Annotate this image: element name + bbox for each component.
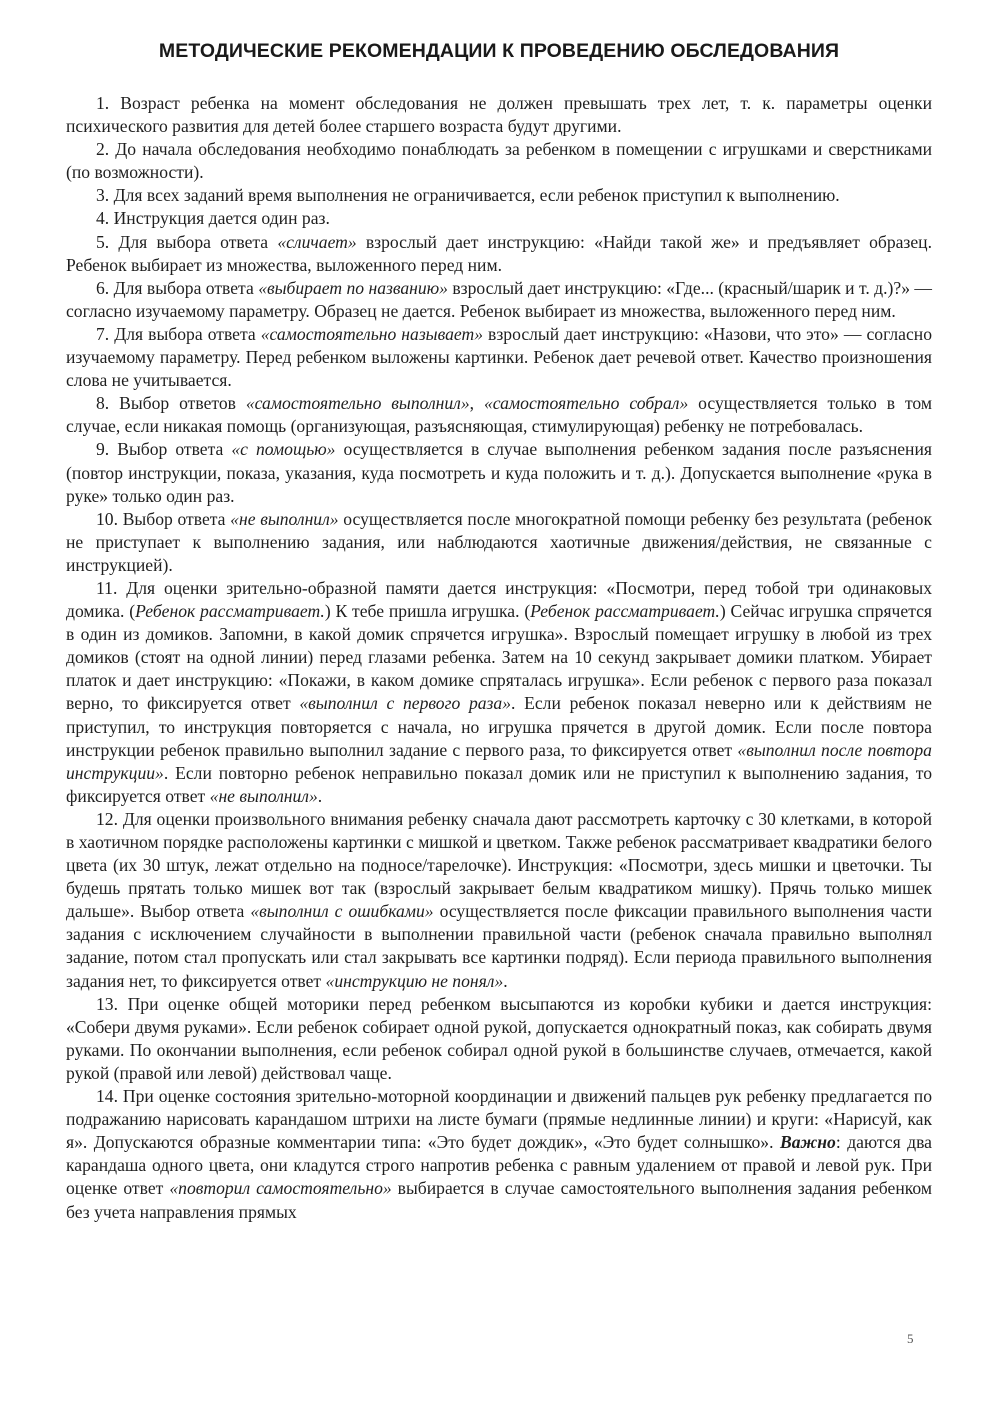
text-run: : даются два карандаша одного цвета, они кладутся строго напротив ребенка с равным удалением от правой и левой рук. При оценке ответ — [66, 1132, 932, 1199]
italic-term: Ребенок рассматривает. — [530, 601, 720, 622]
italic-term: «инструкцию не понял» — [325, 970, 504, 991]
paragraph — [66, 138, 932, 184]
italic-term: «выполнил с ошибками» — [250, 901, 434, 922]
text-run: выбирается в случае самостоятельного выполнения задания ребенком без учета направления прямых — [66, 1178, 932, 1222]
text-run: осуществляется после фиксации правильного выполнения части задания с исключением случайности в выполнении правильной части (ребенок сначала правильно выполнял задание, потом стал пропускать или стал закрывать все картинки подряд). Если периода правильного выполнения задания нет, то фиксируется ответ — [66, 901, 932, 991]
text-run: взрослый дает инструкцию: «Где... (красный/шарик и т. д.)?» — согласно изучаемому параметру. Образец не дается. Ребенок выбирает из множества, выложенного перед ним. — [66, 277, 932, 321]
paragraph — [66, 207, 932, 230]
italic-term: «не выполнил» — [230, 508, 339, 529]
text-run: 14. При оценке состояния зрительно-моторной координации и движений пальцев рук ребенку предлагается по подражанию нарисовать карандашом штрихи на листе бумаги (прямые недлинные линии) и круги: «Нарисуй, как я». Допускаются образные комментарии типа: «Это будет дождик», «Это будет солнышко». — [66, 1086, 932, 1153]
paragraph — [66, 993, 932, 1085]
text-run: 1. Возраст ребенка на момент обследования не должен превышать трех лет, т. к. параметры оценки психического развития для детей более старшего возраста будут другими. — [66, 93, 932, 137]
italic-term: «с помощью» — [231, 439, 336, 460]
paragraph-list — [66, 92, 932, 1224]
italic-term: «повторил самостоятельно» — [169, 1178, 392, 1199]
paragraph — [66, 184, 932, 207]
paragraph — [66, 1085, 932, 1224]
text-run: 11. Для оценки зрительно-образной памяти дается инструкция: «Посмотри, перед тобой три одинаковых домика. ( — [66, 577, 932, 622]
italic-term: «выполнил с первого раза» — [299, 693, 512, 714]
bold-italic-term: Важно — [779, 1132, 836, 1153]
text-run: 9. Выбор ответа — [96, 439, 232, 460]
text-run: взрослый дает инструкцию: «Назови, что это» — согласно изучаемому параметру. Перед ребенком выложены картинки. Ребенок дает речевой ответ. Качество произношения слова не учитывается. — [66, 323, 932, 391]
text-run: 8. Выбор ответов — [96, 393, 246, 414]
text-run: , — [469, 393, 484, 414]
paragraph — [66, 392, 932, 438]
text-run: взрослый дает инструкцию: «Найди такой же» и предъявляет образец. Ребенок выбирает из множества, выложенного перед ним. — [66, 231, 932, 275]
text-run: 2. До начала обследования необходимо понаблюдать за ребенком в помещении с игрушками и сверстниками (по возможности). — [66, 139, 932, 183]
text-run: осуществляется в случае выполнения ребенком задания после разъяснения (повтор инструкции, показа, указания, куда посмотреть и куда положить и т. д.). Допускается выполнение «рука в руке» только один раз. — [66, 439, 932, 506]
italic-term: «сличает» — [277, 231, 357, 252]
paragraph — [66, 577, 932, 808]
italic-term: «самостоятельно собрал» — [483, 393, 689, 414]
text-run: . Если повторно ребенок неправильно показал домик или не приступил к выполнению задания, то фиксируется ответ — [66, 762, 932, 806]
text-run: 7. Для выбора ответа — [96, 323, 261, 344]
paragraph — [66, 92, 932, 138]
text-run: ) Сейчас игрушка спрячется в один из домиков. Запомни, в какой домик спрячется игрушка». Взрослый помещает игрушку в любой из трех домиков (стоят на одной линии) перед глазами ребенка. Затем на 10 секунд закрывает домики платком. Убирает платок и дает инструкцию: «Покажи, в каком домике спряталась игрушка». Если ребенок с первого раза показал верно, то фиксируется ответ — [66, 601, 933, 714]
text-run: осуществляется только в том случае, если никакая помощь (организующая, разъясняющая, стимулирующая) ребенку не потребовалась. — [66, 393, 932, 437]
text-run: 6. Для выбора ответа — [96, 277, 259, 298]
text-run: 4. Инструкция дается один раз. — [96, 208, 330, 229]
paragraph — [66, 508, 932, 577]
paragraph — [66, 231, 932, 277]
text-run: 10. Выбор ответа — [96, 508, 231, 529]
page-title: МЕТОДИЧЕСКИЕ РЕКОМЕНДАЦИИ К ПРОВЕДЕНИЮ ОБСЛЕДОВАНИЯ — [158, 40, 840, 62]
paragraph — [66, 438, 932, 507]
italic-term: «самостоятельно выполнил» — [245, 393, 470, 414]
text-run: . — [317, 785, 323, 806]
text-run: 3. Для всех заданий время выполнения не ограничивается, если ребенок приступил к выполнению. — [96, 185, 840, 206]
text-run: . Если ребенок показал неверно или к действиям не приступил, то инструкция повторяется с начала, но игрушка прячется в другой домик. Если после повтора инструкции ребенок правильно выполнил задание с первого раза, то фиксируется ответ — [66, 693, 932, 760]
text-run: 12. Для оценки произвольного внимания ребенку сначала дают рассмотреть карточку с 30 клетками, в которой в хаотичном порядке расположены картинки с мишкой и цветком. Также ребенок рассматривает квадратики белого цвета (их 30 штук, лежат отдельно на подносе/тарелочке). Инструкция: «Посмотри, здесь мишки и цветочки. Ты будешь прятать только мишек вот так (взрослый закрывает белым квадратиком мишку). Прячь только мишек дальше». Выбор ответа — [66, 808, 932, 922]
text-run: 5. Для выбора ответа — [96, 231, 278, 252]
italic-term: «выбирает по названию» — [258, 277, 448, 298]
paragraph — [66, 277, 932, 323]
text-run: . — [503, 970, 508, 991]
italic-term: «самостоятельно называет» — [260, 323, 483, 344]
italic-term: «не выполнил» — [209, 785, 318, 806]
paragraph — [66, 323, 932, 392]
page-number: 5 — [907, 1331, 914, 1346]
paragraph — [66, 808, 932, 993]
italic-term: Ребенок рассматривает. — [135, 601, 325, 622]
text-run: ) К тебе пришла игрушка. ( — [324, 601, 531, 622]
text-run: 13. При оценке общей моторики перед ребенком высыпаются из коробки кубики и дается инструкция: «Собери двумя руками». Если ребенок собирает одной рукой, допускается однократный показ, как собирать двумя руками. По окончании выполнения, если ребенок собирал одной рукой в большинстве случаев, отмечается, какой рукой (правой или левой) действовал чаще. — [66, 993, 932, 1083]
italic-term: «выполнил после повтора инструкции» — [66, 739, 932, 783]
document-page — [66, 38, 932, 1224]
text-run: осуществляется после многократной помощи ребенку без результата (ребенок не приступает к выполнению задания, или наблюдаются хаотичные движения/действия, не связанные с инструкцией). — [66, 508, 932, 575]
